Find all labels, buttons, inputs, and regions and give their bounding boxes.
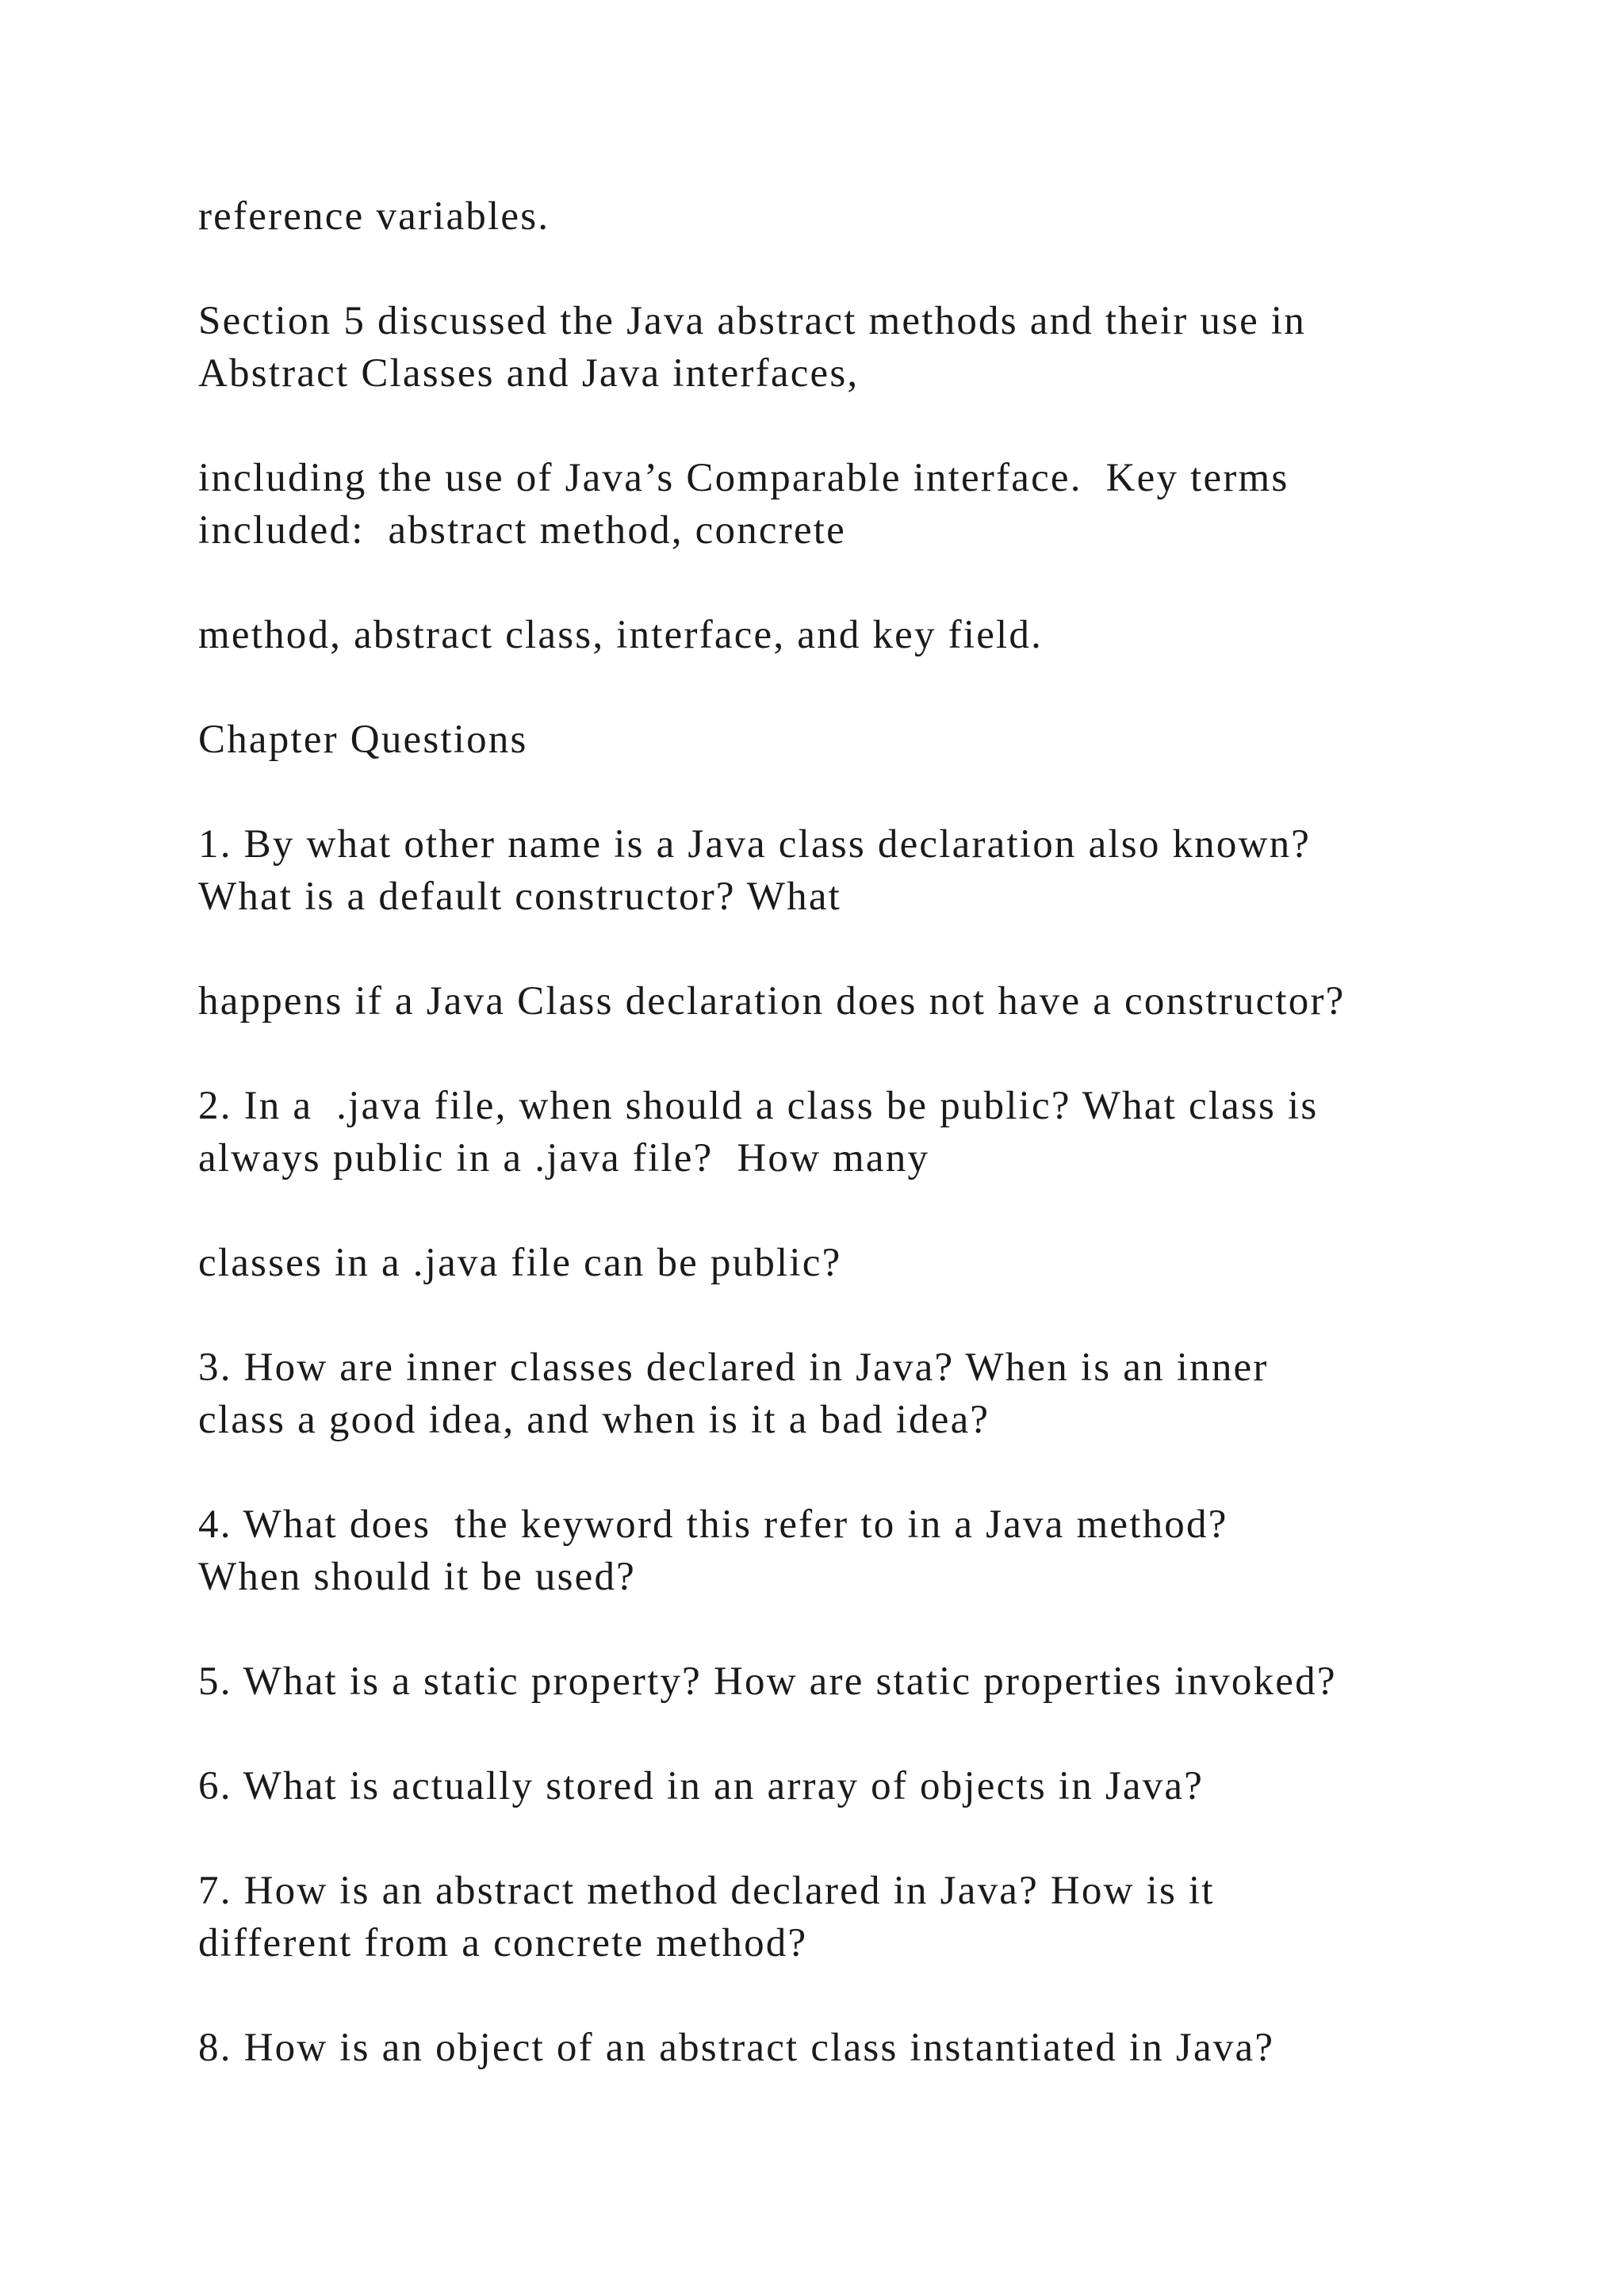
question-4-line-1: 4. What does the keyword this refer to in a Java method? bbox=[198, 1502, 1228, 1547]
text-line-key-terms: included: abstract method, concrete bbox=[198, 508, 846, 553]
section-heading-chapter-questions: Chapter Questions bbox=[198, 718, 528, 762]
text-line-section-5: Section 5 discussed the Java abstract methods and their use in bbox=[198, 299, 1306, 343]
text-line-key-field: method, abstract class, interface, and key field. bbox=[198, 613, 1044, 657]
question-7-line-2: different from a concrete method? bbox=[198, 1921, 808, 1965]
question-4-line-2: When should it be used? bbox=[198, 1555, 636, 1599]
question-1-line-1: 1. By what other name is a Java class declaration also known? bbox=[198, 822, 1312, 867]
text-line-reference-variables: reference variables. bbox=[198, 194, 550, 239]
question-2-line-3: classes in a .java file can be public? bbox=[198, 1241, 842, 1285]
question-6: 6. What is actually stored in an array of objects in Java? bbox=[198, 1764, 1205, 1808]
question-2-line-2: always public in a .java file? How many bbox=[198, 1136, 930, 1181]
question-1-line-3: happens if a Java Class declaration does not have a constructor? bbox=[198, 979, 1346, 1024]
question-2-line-1: 2. In a .java file, when should a class be public? What class is bbox=[198, 1084, 1319, 1128]
question-1-line-2: What is a default constructor? What bbox=[198, 874, 842, 919]
question-8: 8. How is an object of an abstract class instantiated in Java? bbox=[198, 2026, 1275, 2070]
text-line-comparable: including the use of Java’s Comparable interface. Key terms bbox=[198, 456, 1289, 500]
question-5: 5. What is a static property? How are static properties invoked? bbox=[198, 1659, 1337, 1704]
question-3-line-2: class a good idea, and when is it a bad idea? bbox=[198, 1398, 990, 1442]
question-7-line-1: 7. How is an abstract method declared in Java? How is it bbox=[198, 1869, 1215, 1913]
question-3-line-1: 3. How are inner classes declared in Java? When is an inner bbox=[198, 1345, 1269, 1390]
text-line-abstract-classes: Abstract Classes and Java interfaces, bbox=[198, 351, 860, 396]
